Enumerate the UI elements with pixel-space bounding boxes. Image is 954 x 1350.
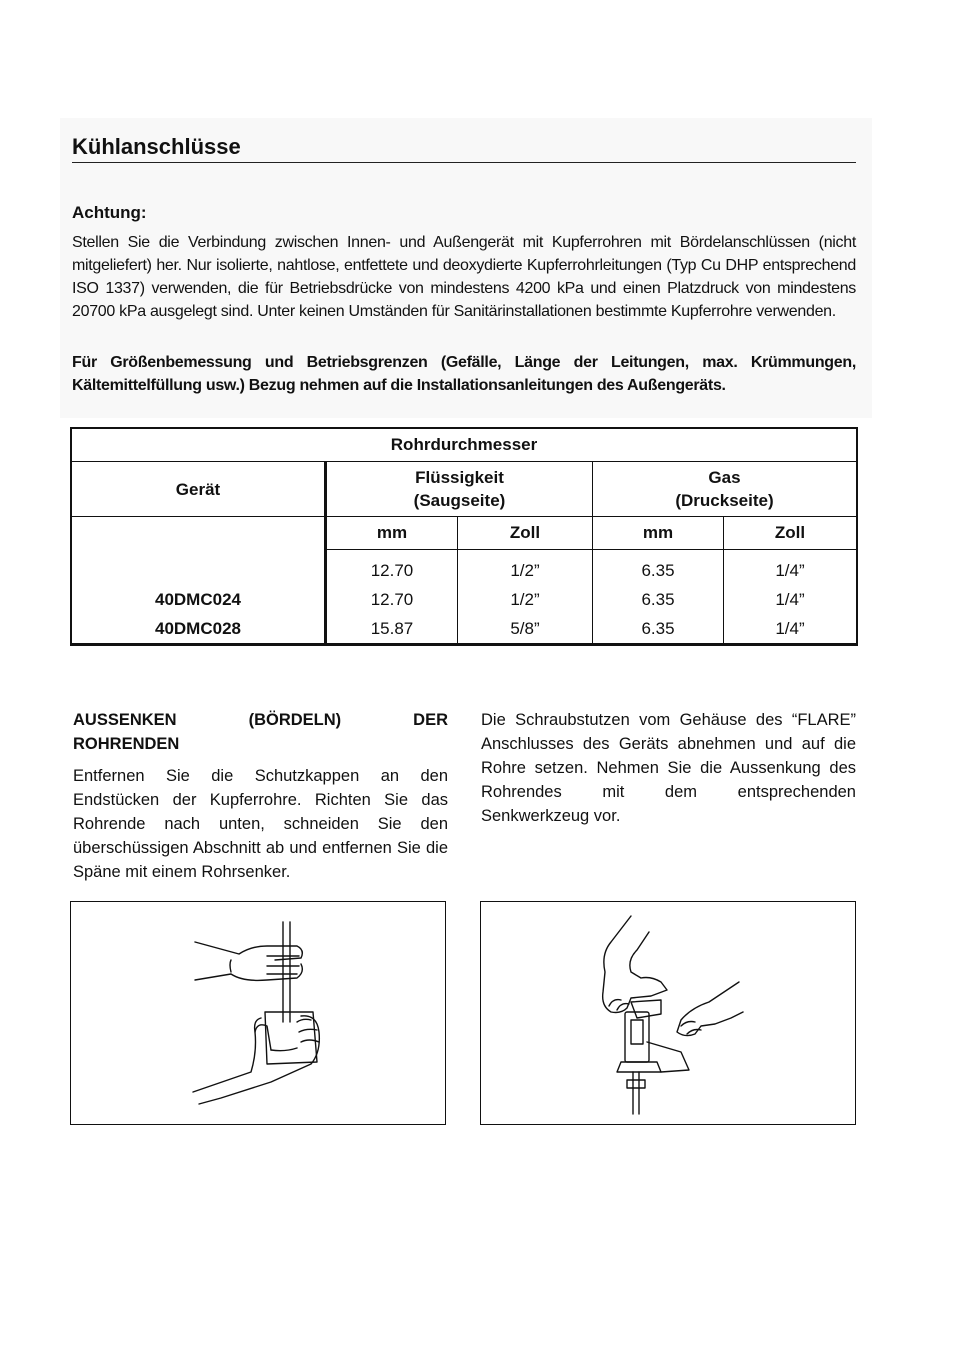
liquid-header: Flüssigkeit (Saugseite) [326, 462, 593, 517]
device-cell [71, 517, 326, 645]
deburring-illustration [70, 901, 446, 1125]
device-name: 40DMC028 [155, 619, 241, 638]
table-cell: 6.35 [593, 550, 724, 586]
attention-paragraph: Stellen Sie die Verbindung zwischen Innen- und Außengerät mit Kupferrohren mit Bördelanschlüssen (nicht mitgeliefert) her. Nur isolierte, nahtlose, entfettete und deoxydierte Kupferrohrleitungen (Typ Cu DHP entsprechend ISO 1337) verwenden, die für Betriebsdrücke von mindestens 4200 kPa und einen Platzdruck von mindestens 20700 kPa ausgelegt sind. Unter keinen Umständen für Sanitärinstallationen bestimmte Kupferrohre verwenden. [72, 234, 856, 320]
pipe-diameter-table [70, 427, 858, 646]
gas-header: Gas (Druckseite) [593, 462, 858, 517]
left-column-text: Entfernen Sie die Schutzkappen an den Endstücken der Kupferrohre. Richten Sie das Rohrende nach unten, schneiden Sie den überschüssigen Abschnitt ab und entfernen Sie die Späne mit einem Rohrsenker. [73, 767, 448, 881]
table-cell: 1/4” [724, 585, 858, 614]
table-cell: 6.35 [593, 614, 724, 645]
right-column-text: Die Schraubstutzen vom Gehäuse des “FLARE” Anschlusses des Geräts abnehmen und auf die Rohre setzen. Nehmen Sie die Aussenkung des Rohrendes mit dem entsprechenden Senkwerkzeug vor. [481, 711, 856, 825]
table-cell: 1/4” [724, 614, 858, 645]
table-cell: 1/4” [724, 550, 858, 586]
table-cell: 1/2” [458, 550, 593, 586]
table-cell: 5/8” [458, 614, 593, 645]
unit-header: mm [593, 517, 724, 550]
page-title: Kühlanschlüsse [72, 134, 856, 163]
section-title-line2: ROHRENDEN [73, 735, 180, 753]
device-header: Gerät [71, 462, 326, 517]
table-cell: 12.70 [326, 550, 458, 586]
table-title: Rohrdurchmesser [71, 428, 857, 462]
device-name: 40DMC024 [155, 590, 241, 609]
flaring-illustration [480, 901, 856, 1125]
table-cell: 1/2” [458, 585, 593, 614]
hands-flaring-tool-icon [481, 902, 855, 1124]
table-cell: 12.70 [326, 585, 458, 614]
unit-header: Zoll [724, 517, 858, 550]
sizing-note: Für Größenbemessung und Betriebsgrenzen (Gefälle, Länge der Leitungen, max. Krümmungen, Kältemittelfüllung usw.) Bezug nehmen auf die Installationsanleitungen des Außengeräts. [72, 354, 856, 394]
hands-pipe-reamer-icon [71, 902, 445, 1124]
left-column [73, 708, 448, 884]
attention-title: Achtung: [72, 203, 147, 222]
section-title: AUSSENKEN (BÖRDELN) DER [73, 711, 448, 729]
table-cell: 6.35 [593, 585, 724, 614]
table-cell: 15.87 [326, 614, 458, 645]
unit-header: Zoll [458, 517, 593, 550]
unit-header: mm [326, 517, 458, 550]
